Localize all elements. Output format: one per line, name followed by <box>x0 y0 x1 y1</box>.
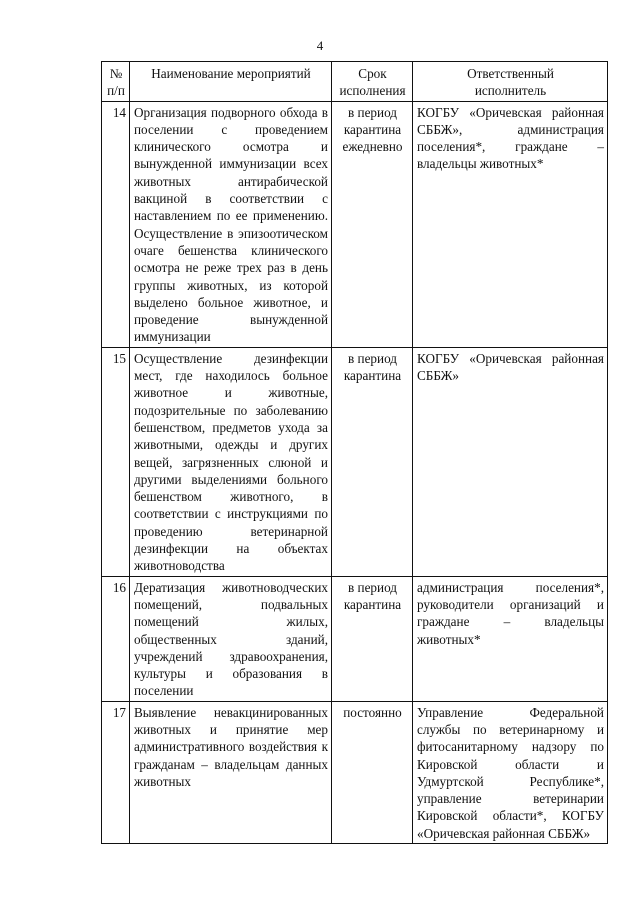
header-number-line1: № <box>109 66 123 81</box>
measure-term: в период карантина <box>332 576 413 701</box>
measure-term: в период карантина <box>332 347 413 576</box>
measures-table <box>101 61 608 844</box>
header-term <box>332 62 413 102</box>
table-row <box>102 347 608 576</box>
measure-name: Дератизация животноводческих помещений, подвальных помещений жилых, общественных зданий, учреждений здравоохранения, культуры и образования в поселении <box>130 576 332 701</box>
header-term-line1: Срок <box>358 66 387 81</box>
table-row <box>102 701 608 843</box>
measure-name: Выявление невакцинированных животных и принятие мер административного воздействия к гражданам – владельцам данных животных <box>130 701 332 843</box>
table-row <box>102 576 608 701</box>
measure-term: постоянно <box>332 701 413 843</box>
table-row <box>102 101 608 347</box>
header-number-line2: п/п <box>107 83 125 99</box>
measure-term: в период карантина ежедневно <box>332 101 413 347</box>
measure-name: Осуществление дезинфекции мест, где находилось больное животное и животные, подозрительные по заболеванию бешенством, предметов ухода за животными, одежды и других вещей, загрязненных слюной и другими выделениями больного бешенством животного, в соответствии с инструкциями по проведению ветеринарной дезинфекции на объектах животноводства <box>130 347 332 576</box>
header-executor <box>413 62 608 102</box>
row-number: 14 <box>102 101 130 347</box>
header-number <box>102 62 130 102</box>
header-executor-line2: исполнитель <box>474 83 547 99</box>
table-header-row <box>102 62 608 102</box>
measure-name: Организация подворного обхода в поселении с проведением клинического осмотра и вынужденной иммунизации всех животных антирабической вакциной в соответствии с наставлением по ее применению. Осуществление в эпизоотическом очаге бешенства клинического осмотра не реже трех раз в день группы животных, из которой выделено больное животное, и проведение вынужденной иммунизации <box>130 101 332 347</box>
measure-executor: Управление Федеральной службы по ветеринарному и фитосанитарному надзору по Кировской области и Удмуртской Республике*, управление ветеринарии Кировской области*, КОГБУ «Оричевская районная СББЖ» <box>413 701 608 843</box>
row-number: 15 <box>102 347 130 576</box>
measure-executor: администрация поселения*, руководители организаций и граждане – владельцы животных* <box>413 576 608 701</box>
row-number: 17 <box>102 701 130 843</box>
page-number: 4 <box>316 38 324 53</box>
row-number: 16 <box>102 576 130 701</box>
measure-executor: КОГБУ «Оричевская районная СББЖ», администрация поселения*, граждане – владельцы животных* <box>413 101 608 347</box>
header-executor-line1: Ответственный <box>467 66 554 81</box>
header-term-line2: исполнения <box>339 83 406 99</box>
header-measure-name <box>130 62 332 102</box>
header-measure-name-text: Наименование мероприятий <box>151 66 311 81</box>
measure-executor: КОГБУ «Оричевская районная СББЖ» <box>413 347 608 576</box>
